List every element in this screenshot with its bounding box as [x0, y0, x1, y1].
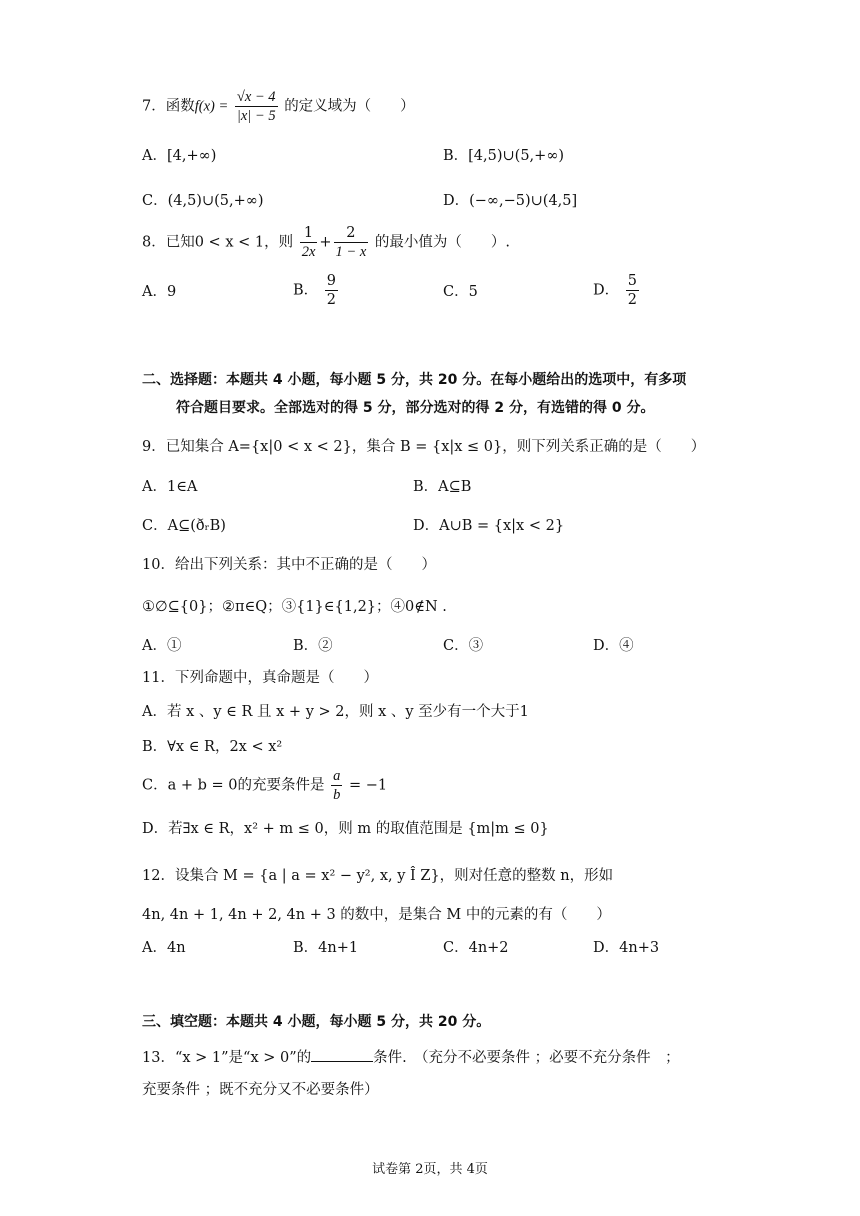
- q11-option-c-fraction: $\frac{a}{b}$: [333, 768, 341, 803]
- q11-stem: 11．下列命题中，真命题是（ ）: [142, 670, 378, 686]
- q9-option-d[interactable]: D．A∪B = {x|x < 2}: [413, 518, 565, 534]
- q10-option-d[interactable]: D．④: [593, 638, 634, 654]
- q12-option-c[interactable]: C．4n+2: [443, 940, 509, 956]
- q12-option-d[interactable]: D．4n+3: [593, 940, 660, 956]
- q12-stem-line-1: 12．设集合 M = {a | a = x² − y², x, y Î Z}，则对任意的整数 n，形如: [142, 868, 614, 884]
- section-2-heading: 二、选择题：本题共 4 小题，每小题 5 分，共 20 分。在每小题给出的选项中，有多项: [142, 372, 687, 388]
- q11-option-d[interactable]: D．若∃x ∈ R，x² + m ≤ 0，则 m 的取值范围是 {m|m ≤ 0}: [142, 821, 549, 837]
- q13-line-2: 充要条件 ；既不充分又不必要条件）: [142, 1082, 379, 1098]
- q10-stem: 10．给出下列关系：其中不正确的是（ ）: [142, 557, 436, 573]
- q8-fraction-2: $\frac{2}{1 - x}$: [335, 225, 367, 260]
- q8-option-b[interactable]: B． $\frac{9}{2}$: [293, 273, 336, 308]
- q7-option-b[interactable]: B．[4,5)∪(5,+∞): [443, 148, 565, 164]
- q7-stem: 7．函数f(x) = $\frac{√x - 4}{|x| - 5}$ 的定义域为（ ）: [142, 89, 415, 124]
- q13-line-1: 13．“x > 1”是“x > 0”的 条件. （充分不必要条件 ；必要不充分条件 ；: [142, 1047, 680, 1068]
- q8-fraction-1: $\frac{1}{2x}$: [301, 225, 316, 260]
- q7-option-a[interactable]: A．[4,+∞): [142, 148, 217, 164]
- q11-option-c[interactable]: C．a + b = 0的充要条件是 $\frac{a}{b}$ = −1: [142, 768, 388, 803]
- q12-stem-line-2: 4n, 4n + 1, 4n + 2, 4n + 3 的数中，是集合 M 中的元素的有（ ）: [142, 907, 611, 923]
- q10-relations: ①∅⊆{0}；②π∈Q；③{1}∈{1,2}；④0∉N .: [142, 599, 447, 615]
- q11-option-a[interactable]: A．若 x 、y ∈ R 且 x + y > 2，则 x 、y 至少有一个大于1: [142, 704, 529, 720]
- q11-option-b[interactable]: B．∀x ∈ R，2x < x²: [142, 739, 283, 755]
- q9-option-c[interactable]: C．A⊆(ðᵣB): [142, 518, 226, 534]
- q9-option-b[interactable]: B．A⊆B: [413, 479, 472, 495]
- q10-option-c[interactable]: C．③: [443, 638, 484, 654]
- section-3-heading: 三、填空题：本题共 4 小题，每小题 5 分，共 20 分。: [142, 1014, 491, 1030]
- q10-option-b[interactable]: B．②: [293, 638, 333, 654]
- q9-stem: 9．已知集合 A={x|0 < x < 2}，集合 B = {x|x ≤ 0}，则下列关系正确的是（ ）: [142, 439, 706, 455]
- q8-option-d[interactable]: D． $\frac{5}{2}$: [593, 273, 637, 308]
- q7-fraction: $\frac{√x - 4}{|x| - 5}$: [236, 89, 276, 124]
- section-2-instructions: 符合题目要求。全部选对的得 5 分，部分选对的得 2 分，有选错的得 0 分。: [176, 400, 655, 416]
- q8-option-c[interactable]: C．5: [443, 284, 478, 300]
- q7-option-c[interactable]: C．(4,5)∪(5,+∞): [142, 193, 264, 209]
- q7-func: f(x) =: [194, 98, 229, 115]
- page-footer: 试卷第 2页，共 4页: [372, 1162, 488, 1177]
- q12-option-b[interactable]: B．4n+1: [293, 940, 359, 956]
- q8-option-a[interactable]: A．9: [142, 284, 177, 300]
- q12-option-a[interactable]: A．4n: [142, 940, 186, 956]
- q8-option-d-fraction: $\frac{5}{2}$: [627, 273, 637, 308]
- q8-option-b-fraction: $\frac{9}{2}$: [326, 273, 336, 308]
- q8-stem: 8．已知0 < x < 1，则 $\frac{1}{2x}$ + $\frac{2}{1 - x}$ 的最小值为（ ）.: [142, 225, 510, 260]
- q10-option-a[interactable]: A．①: [142, 638, 182, 654]
- q13-answer-blank[interactable]: [311, 1047, 373, 1062]
- q7-option-d[interactable]: D．(−∞,−5)∪(4,5]: [443, 193, 578, 209]
- q9-option-a[interactable]: A．1∈A: [142, 479, 198, 495]
